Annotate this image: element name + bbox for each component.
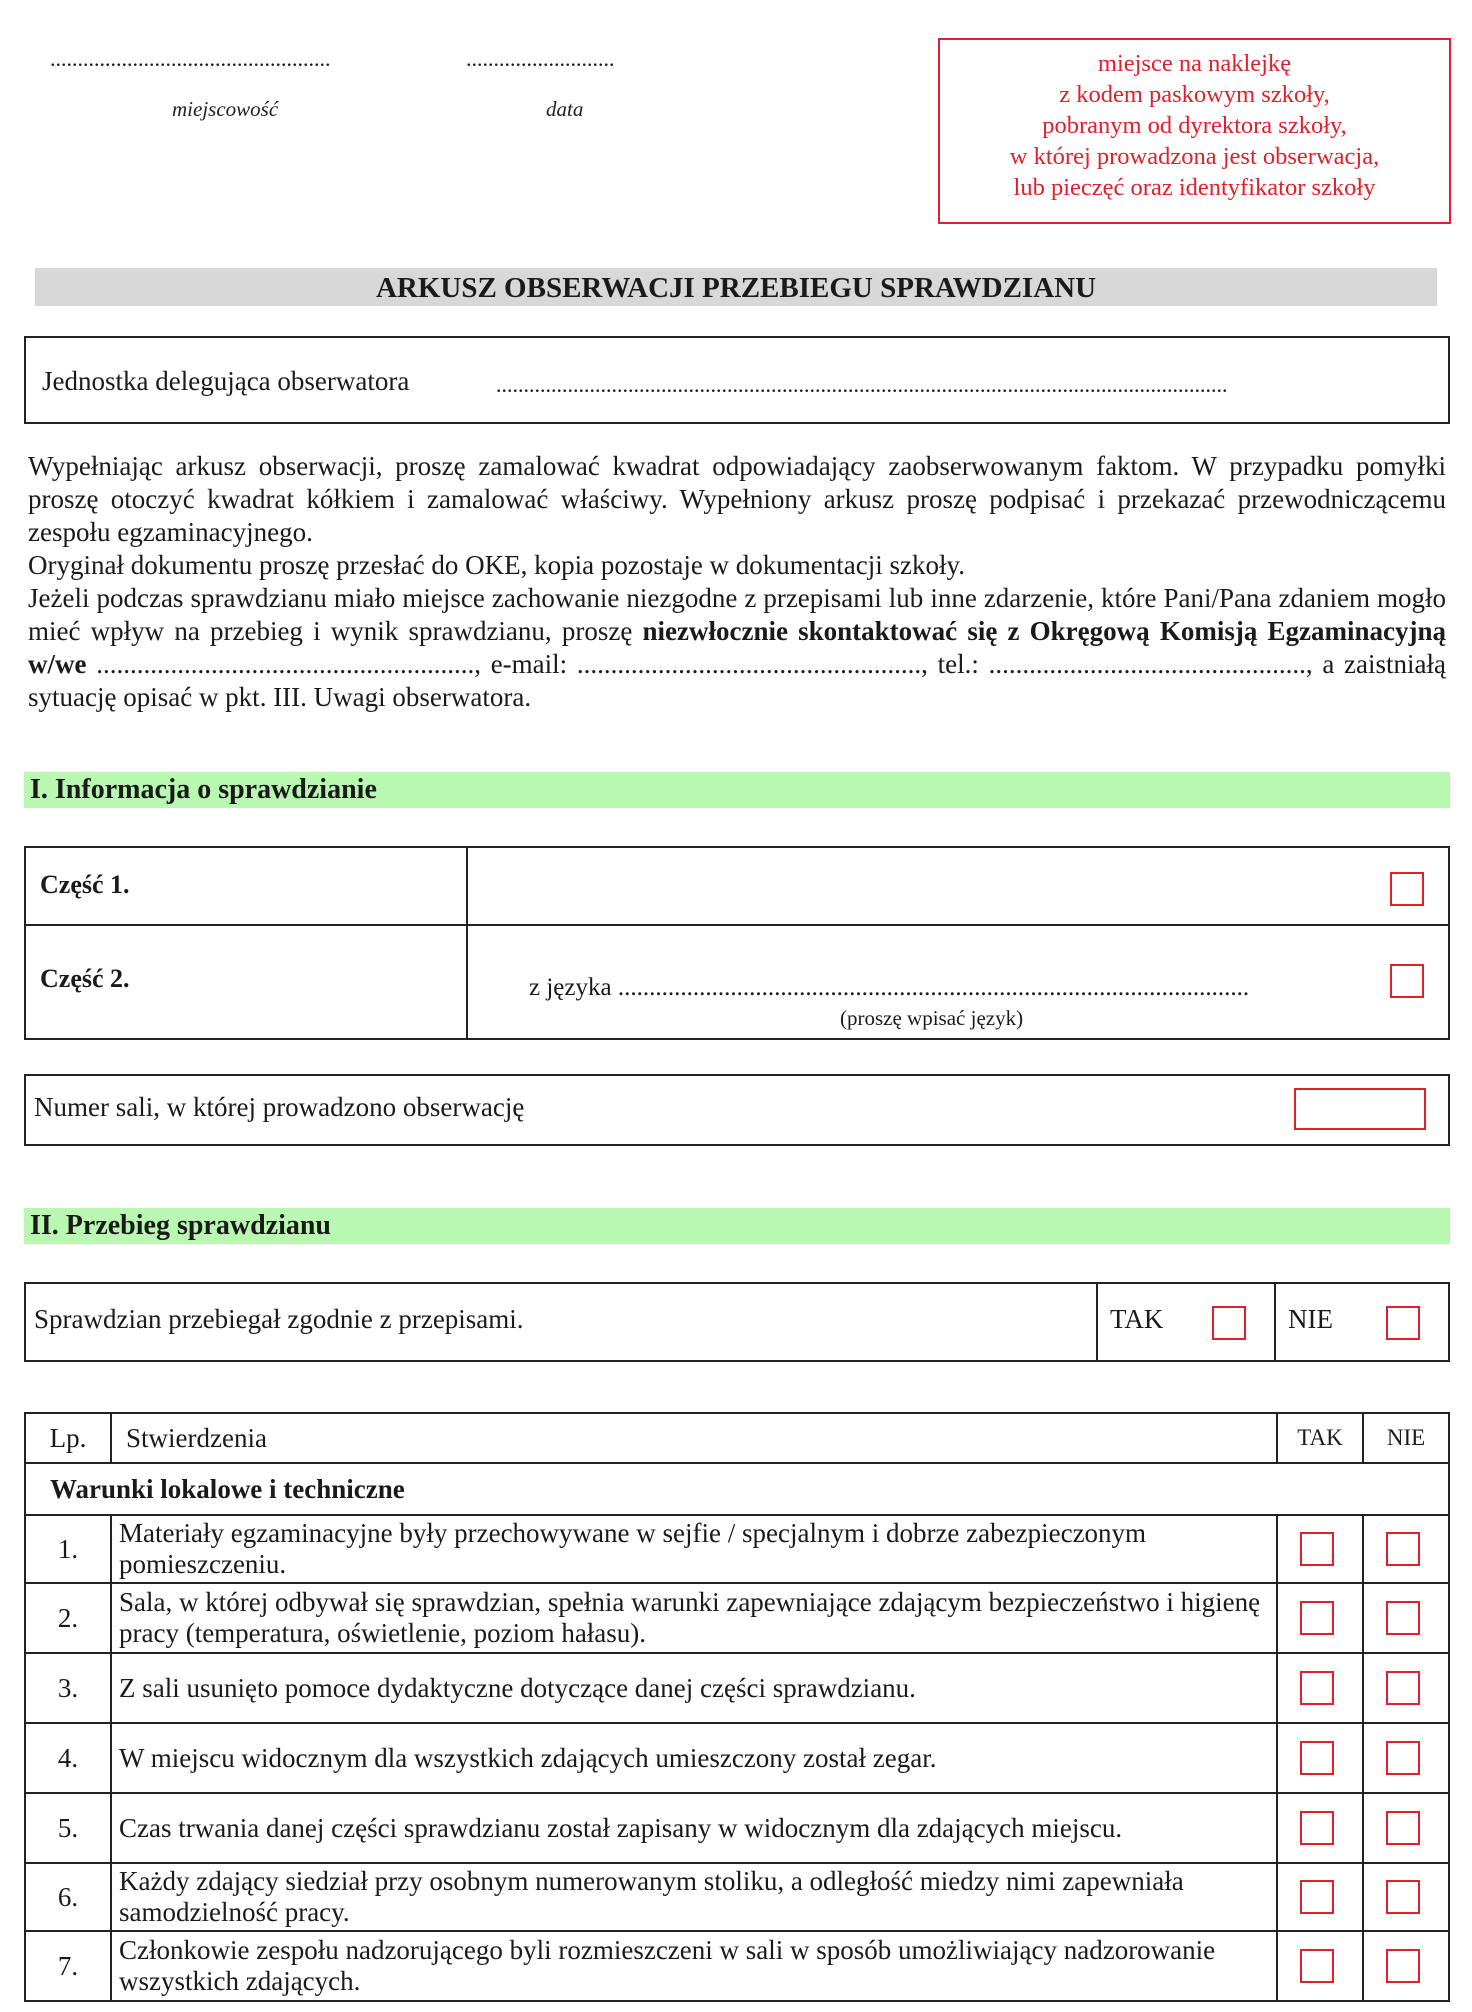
language-field[interactable]: z języka ..................................................................................................... [529,974,1250,1001]
stamp-line: pobranym od dyrektora szkoły, [1042,112,1347,139]
no-cell [1363,1723,1449,1793]
part-2-label: Część 2. [40,964,130,993]
row-5-yes-checkbox[interactable] [1300,1811,1334,1845]
yes-cell [1277,1515,1363,1583]
statement-text: Sala, w której odbywał się sprawdzian, spełnia warunki zapewniające zdającym bezpieczeństwo i higienę pracy (temperatura, oświetlenie, poziom hałasu). [111,1583,1277,1653]
col-lp-header: Lp. [25,1413,111,1463]
instructions [28,450,1446,714]
yes-cell [1277,1793,1363,1863]
delegating-unit-box [24,336,1450,424]
part-1-label: Część 1. [40,870,130,899]
statement-text: Członkowie zespołu nadzorującego byli rozmieszczeni w sali w sposób umożliwiający nadzorowanie wszystkich zdających. [111,1931,1277,2001]
observation-table [24,1412,1450,2002]
instructions-p3: Jeżeli podczas sprawdzianu miało miejsce zachowanie niezgodne z przepisami lub inne zdarzenie, które Pani/Pana zdaniem mogło mieć wpływ na przebieg i wynik sprawdzianu, proszę niezwłocznie skontaktować się z Okręgową Komisją Egzaminacyjną w/we ........................................................, e-mail: ..................................................., tel.: ..............................................., a zaistniałą sytuację opisać w pkt. III. Uwagi obserwatora. [28,583,1446,712]
group-row [25,1463,1449,1515]
row-number: 5. [25,1793,111,1863]
section-1-heading: I. Informacja o sprawdzianie [24,772,1450,808]
row-2-yes-checkbox[interactable] [1300,1601,1334,1635]
row-number: 7. [25,1931,111,2001]
no-cell [1363,1793,1449,1863]
no-cell [1363,1583,1449,1653]
date-label: data [546,97,584,121]
compliance-yes-label: TAK [1110,1304,1164,1334]
row-number: 3. [25,1653,111,1723]
row-7-yes-checkbox[interactable] [1300,1949,1334,1983]
instructions-p2: Oryginał dokumentu proszę przesłać do OKE, kopia pozostaje w dokumentacji szkoły. [28,550,965,580]
col-statements-header: Stwierdzenia [111,1413,1277,1463]
parts-table [24,846,1450,1040]
room-number-label: Numer sali, w której prowadzono obserwację [34,1092,525,1122]
compliance-no-checkbox[interactable] [1386,1306,1420,1340]
room-number-box [24,1074,1450,1146]
place-field[interactable]: ................................................... [50,46,331,71]
compliance-no-label: NIE [1288,1304,1333,1334]
delegating-unit-label: Jednostka delegująca obserwatora [42,366,410,396]
statement-text: Z sali usunięto pomoce dydaktyczne dotyczące danej części sprawdzianu. [111,1653,1277,1723]
place-label: miejscowość [172,97,279,121]
group-label: Warunki lokalowe i techniczne [25,1463,1449,1515]
yes-cell [1277,1583,1363,1653]
row-number: 2. [25,1583,111,1653]
row-3-no-checkbox[interactable] [1386,1671,1420,1705]
instructions-p1: Wypełniając arkusz obserwacji, proszę zamalować kwadrat odpowiadający zaobserwowanym faktom. W przypadku pomyłki proszę otoczyć kwadrat kółkiem i zamalować właściwy. Wypełniony arkusz proszę podpisać i przekazać przewodniczącemu zespołu egzaminacyjnego. [28,451,1446,547]
row-6-yes-checkbox[interactable] [1300,1880,1334,1914]
language-hint: (proszę wpisać język) [840,1006,1024,1030]
statement-text: Materiały egzaminacyjne były przechowywane w sejfie / specjalnym i dobrze zabezpieczonym pomieszczeniu. [111,1515,1277,1583]
stamp-line: w której prowadzona jest obserwacja, [1009,143,1380,170]
table-header-row [25,1413,1449,1463]
compliance-label: Sprawdzian przebiegał zgodnie z przepisami. [34,1304,524,1334]
page-title: ARKUSZ OBSERWACJI PRZEBIEGU SPRAWDZIANU [375,272,1097,304]
statement-text: Czas trwania danej części sprawdzianu został zapisany w widocznym dla zdających miejscu. [111,1793,1277,1863]
stamp-line: z kodem paskowym szkoły, [1059,81,1330,108]
no-cell [1363,1931,1449,2001]
statement-text: Każdy zdający siedział przy osobnym numerowanym stoliku, a odległość miedzy nimi zapewniała samodzielność pracy. [111,1863,1277,1931]
yes-cell [1277,1931,1363,2001]
statement-text: W miejscu widocznym dla wszystkich zdających umieszczony został zegar. [111,1723,1277,1793]
stamp-line: miejsce na naklejkę [1097,50,1292,77]
col-no-header: NIE [1363,1413,1449,1463]
no-cell [1363,1863,1449,1931]
stamp-line: lub pieczęć oraz identyfikator szkoły [1013,174,1376,201]
yes-cell [1277,1723,1363,1793]
date-field[interactable]: ........................... [466,46,615,71]
barcode-sticker-area [938,38,1451,224]
table-row [25,1793,1449,1863]
delegating-unit-field[interactable]: ..................................................................................................................................... [496,372,1228,397]
no-cell [1363,1515,1449,1583]
table-row [25,1583,1449,1653]
no-cell [1363,1653,1449,1723]
room-number-input[interactable] [1294,1088,1426,1130]
table-row [25,1931,1449,2001]
row-7-no-checkbox[interactable] [1386,1949,1420,1983]
row-2-no-checkbox[interactable] [1386,1601,1420,1635]
row-number: 6. [25,1863,111,1931]
row-6-no-checkbox[interactable] [1386,1880,1420,1914]
part-1-checkbox[interactable] [1390,872,1424,906]
contact-oke-emphasis: niezwłocznie skontaktować się z Okręgową Komisją Egzaminacyjną w/we [28,616,1446,679]
row-1-no-checkbox[interactable] [1386,1532,1420,1566]
row-5-no-checkbox[interactable] [1386,1811,1420,1845]
col-yes-header: TAK [1277,1413,1363,1463]
part-2-checkbox[interactable] [1390,964,1424,998]
table-row [25,1723,1449,1793]
row-number: 1. [25,1515,111,1583]
table-row [25,1653,1449,1723]
row-number: 4. [25,1723,111,1793]
row-3-yes-checkbox[interactable] [1300,1671,1334,1705]
table-row [25,1863,1449,1931]
compliance-box [24,1282,1450,1362]
table-row [25,1515,1449,1583]
section-2-heading: II. Przebieg sprawdzianu [24,1208,1450,1244]
yes-cell [1277,1653,1363,1723]
row-4-no-checkbox[interactable] [1386,1741,1420,1775]
row-1-yes-checkbox[interactable] [1300,1532,1334,1566]
row-4-yes-checkbox[interactable] [1300,1741,1334,1775]
compliance-yes-checkbox[interactable] [1212,1306,1246,1340]
yes-cell [1277,1863,1363,1931]
